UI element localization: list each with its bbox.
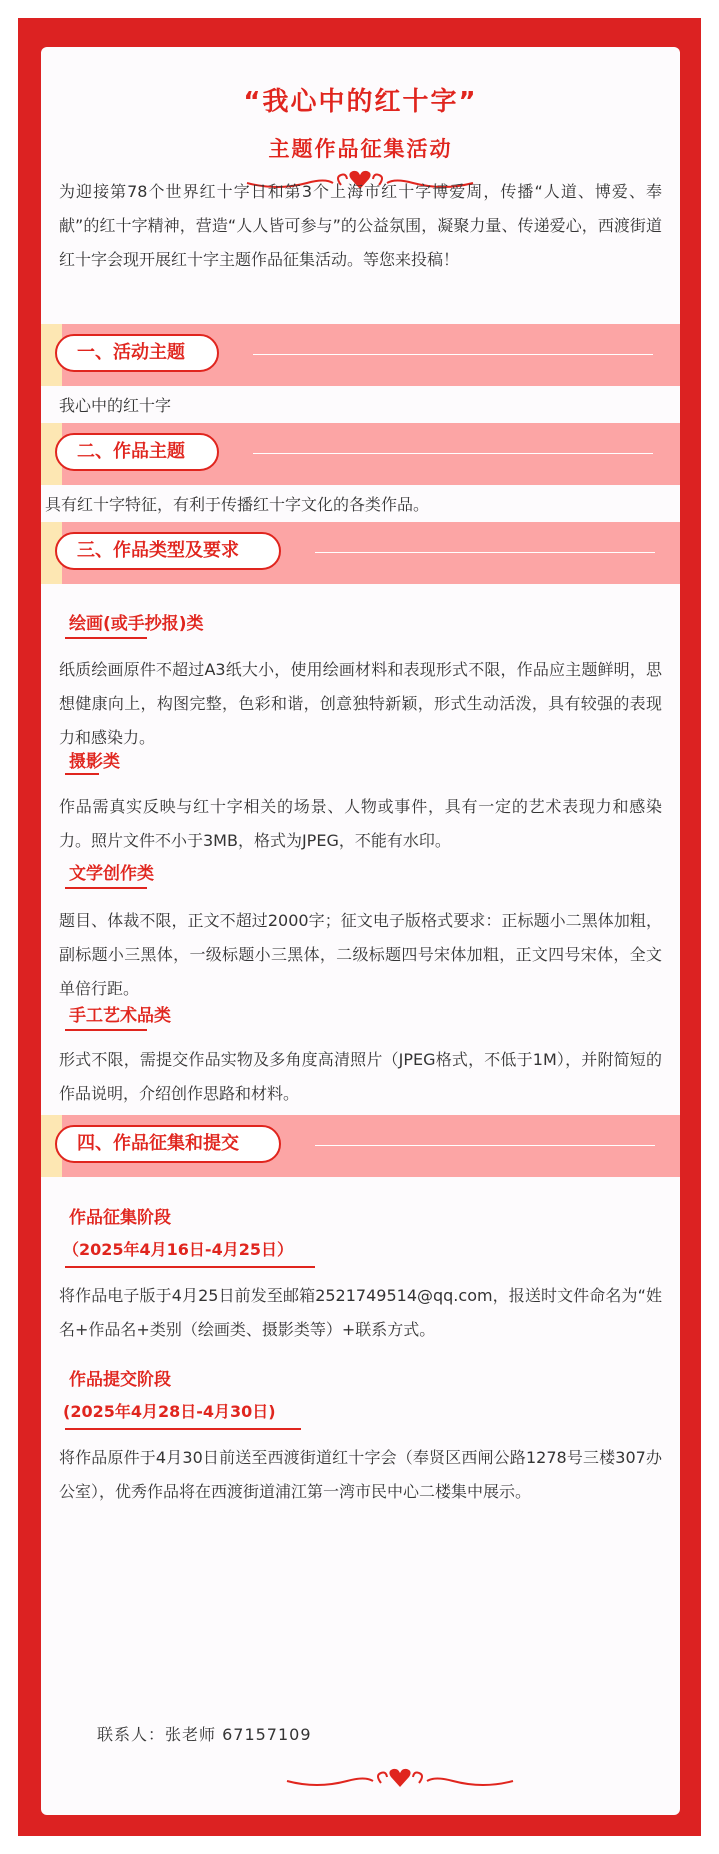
section-4-heading: 四、作品征集和提交 [55,1125,281,1163]
category-4-body: 形式不限，需提交作品实物及多角度高清照片（JPEG格式，不低于1M），并附简短的作品说明，介绍创作思路和材料。 [59,1050,662,1103]
category-3-title: 文学创作类 [69,864,154,884]
category-1-body: 纸质绘画原件不超过A3纸大小，使用绘画材料和表现形式不限，作品应主题鲜明，思想健康向上，构图完整，色彩和谐，创意独特新颖，形式生动活泼，具有较强的表现力和感染力。 [59,660,662,747]
category-3-body: 题目、体裁不限，正文不超过2000字；征文电子版格式要求：正标题小二黑体加粗，副标题小三黑体，一级标题小三黑体，二级标题四号宋体加粗，正文四号宋体，全文单倍行距。 [59,911,662,998]
category-2-underline [65,773,99,775]
section-3-heading: 三、作品类型及要求 [55,532,281,570]
page-subtitle: 主题作品征集活动 [268,137,453,161]
category-4-title: 手工艺术品类 [69,1006,171,1026]
section-2-heading: 二、作品主题 [55,433,219,471]
stage-1-body: 将作品电子版于4月25日前发至邮箱2521749514@qq.com，报送时文件命名为“姓名+作品名+类别（绘画类、摄影类等）+联系方式。 [59,1286,662,1339]
section-divider-line [315,552,655,553]
section-1-heading: 一、活动主题 [55,334,219,372]
stage-2-dates: (2025年4月28日-4月30日) [63,1402,276,1421]
section-2-body: 具有红十字特征，有利于传播红十字文化的各类作品。 [45,495,430,514]
section-divider-line [253,354,653,355]
content-card [41,47,680,1815]
category-4-underline [65,1029,147,1031]
category-1-title: 绘画(或手抄报)类 [69,614,204,634]
heart-swirl-divider-icon [277,1763,523,1793]
stage-2-title: 作品提交阶段 [69,1370,171,1390]
intro-paragraph: 为迎接第78个世界红十字日和第3个上海市红十字博爱周，传播“人道、博爱、奉献”的红十字精神，营造“人人皆可参与”的公益氛围，凝聚力量、传递爱心，西渡街道红十字会现开展红十字主题作品征集活动。等您来投稿！ [59,182,662,269]
section-divider-line [253,453,653,454]
section-1-body: 我心中的红十字 [59,396,172,415]
stage-2-body: 将作品原件于4月30日前送至西渡街道红十字会（奉贤区西闸公路1278号三楼307办公室），优秀作品将在西渡街道浦江第一湾市民中心二楼集中展示。 [59,1448,662,1501]
contact-info: 联系人：张老师 67157109 [97,1725,312,1744]
section-divider-line [315,1145,655,1146]
stage-1-title: 作品征集阶段 [69,1208,171,1228]
category-3-underline [65,887,147,889]
page-title: “我心中的红十字” [243,87,478,117]
stage-1-underline [65,1266,315,1268]
category-2-body: 作品需真实反映与红十字相关的场景、人物或事件，具有一定的艺术表现力和感染力。照片文件不小于3MB，格式为JPEG，不能有水印。 [59,797,662,850]
section-4-banner [41,1115,680,1177]
section-1-banner [41,324,680,386]
category-1-underline [65,637,147,639]
stage-1-dates: （2025年4月16日-4月25日） [63,1240,293,1259]
stage-2-underline [65,1428,301,1430]
section-3-banner [41,522,680,584]
category-2-title: 摄影类 [69,752,120,772]
section-2-banner [41,423,680,485]
